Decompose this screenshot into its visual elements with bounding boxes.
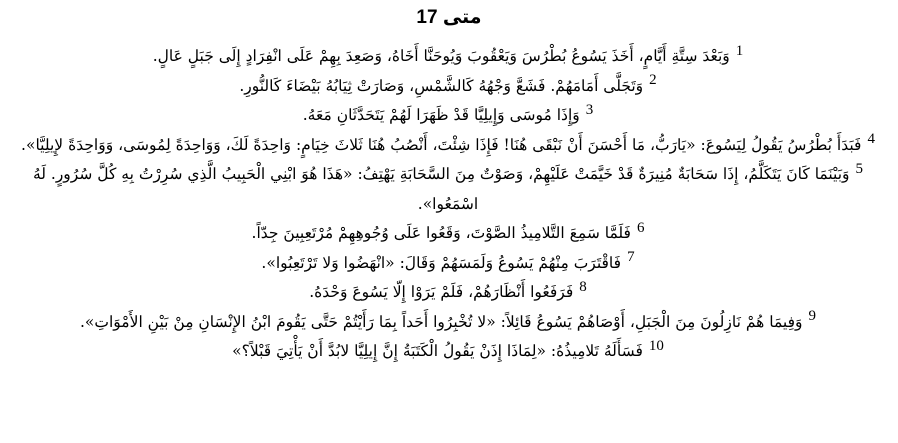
verse-number: 7 — [627, 249, 635, 266]
verse-text: وَبَيْنَمَا كَانَ يَتَكَلَّمُ، إِذَا سَحَابَةٌ مُنِيرَةٌ قَدْ خَيَّمَتْ عَلَيْهِمْ، وَصَوْتٌ مِنَ السَّحَابَةِ يَهْتِفُ: «هَذَا هُوَ ابْنِي الْحَبِيبُ الَّذِي سُرِرْتُ بِهِ كُلَّ سُرُورٍ. لَهُ اسْمَعُوا». — [32, 165, 850, 213]
verse-number: 8 — [579, 278, 587, 295]
verse-text: وَفِيمَا هُمْ نَازِلُونَ مِنَ الْجَبَلِ، أَوْصَاهُمْ يَسُوعُ قَائِلاً: «لا تُخْبِرُوا أَحَداً بِمَا رَأَيْتُمْ حَتَّى يَقُومَ ابْنُ الإِنْسَانِ مِنْ بَيْنِ الأَمْوَاتِ». — [79, 312, 803, 331]
verse-text: وَإِذَا مُوسَى وَإِيلِيَّا قَدْ ظَهَرَا لَهُمْ يَتَحَدَّثَانِ مَعَهُ. — [302, 106, 580, 124]
verse-10 — [8, 337, 888, 367]
verse-5 — [8, 160, 888, 219]
verse-number: 4 — [867, 131, 875, 148]
verse-8 — [8, 278, 888, 308]
verse-number: 3 — [585, 101, 594, 118]
verse-text: وَتَجَلَّى أَمَامَهُمْ. فَشَعَّ وَجْهُهُ كَالشَّمْسِ، وَصَارَتْ ثِيَابُهُ بَيْضَاءَ كَالنُّورِ. — [239, 76, 644, 95]
verse-number: 5 — [855, 160, 864, 177]
verse-number: 2 — [649, 72, 657, 89]
verse-text: فَسَأَلَهُ تَلامِيذُهُ: «لِمَاذَا إِذَنْ يَقُولُ الْكَتَبَةُ إِنَّ إِيلِيَّا لابُدَّ أَنْ يَأْتِيَ قَبْلاً؟» — [232, 342, 643, 360]
verse-text: وَبَعْدَ سِتَّةِ أَيَّامٍ، أَخَذَ يَسُوعُ بُطْرُسَ وَيَعْقُوبَ وَيُوحَنَّا أَخَاهُ، وَصَعِدَ بِهِمْ عَلَى انْفِرَادٍ إِلَى جَبَلٍ عَالٍ. — [152, 47, 730, 65]
verse-2 — [8, 72, 888, 102]
verse-text: فَرَفَعُوا أَنْظَارَهُمْ، فَلَمْ يَرَوْا إِلّا يَسُوعَ وَحْدَهُ. — [309, 283, 574, 301]
verse-9 — [8, 308, 888, 338]
chapter-title: متى 17 — [416, 7, 482, 28]
verse-number: 1 — [735, 42, 744, 59]
verse-7 — [8, 249, 888, 279]
verse-text: فَبَدَأَ بُطْرُسُ يَقُولُ لِيَسُوعَ: «يَارَبُّ، مَا أَحْسَنَ أَنْ نَبْقَى هُنَا! فَإِذَا شِئْتَ، أَنْصُبُ هُنَا ثَلاثَ خِيَامٍ: وَاحِدَةً لَكَ، وَوَاحِدَةً لِمُوسَى، وَوَاحِدَةً لإِيلِيَّا». — [21, 135, 862, 154]
verse-3 — [8, 101, 888, 131]
verse-6 — [8, 219, 888, 249]
verse-number: 9 — [808, 308, 817, 325]
verse-1 — [8, 42, 888, 72]
verse-number: 6 — [636, 219, 645, 236]
verse-list — [8, 42, 888, 367]
verse-4 — [8, 131, 888, 161]
verse-text: فَلَمَّا سَمِعَ التَّلامِيذُ الصَّوْتَ، وَقَعُوا عَلَى وُجُوهِهِمْ مُرْتَعِبِينَ جِدّاً. — [251, 224, 631, 242]
verse-number: 10 — [648, 337, 664, 354]
verse-text: فَاقْتَرَبَ مِنْهُمْ يَسُوعُ وَلَمَسَهُمْ وَقَالَ: «انْهَضُوا وَلا تَرْتَعِبُوا». — [261, 253, 622, 272]
